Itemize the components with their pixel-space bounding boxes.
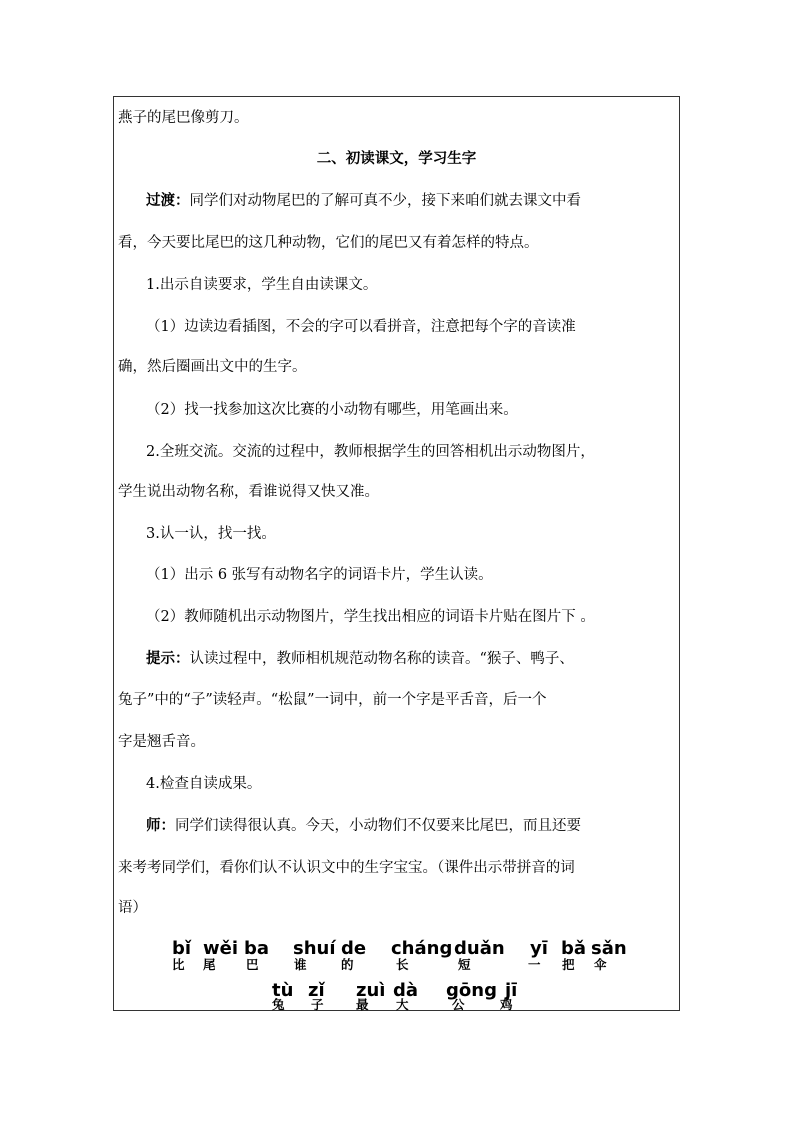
pinyin-word: bǎ xyxy=(561,938,587,959)
pinyin-word: tù xyxy=(272,980,294,1001)
text-line: 确，然后圈画出文中的生字。 xyxy=(118,359,307,375)
text-line: 来考考同学们，看你们认不认识文中的生字宝宝。（课件出示带拼音的词 xyxy=(118,860,575,876)
hanzi-char: 的 xyxy=(341,957,354,972)
text-line: 字是翘舌音。 xyxy=(118,734,205,750)
text-line: 语） xyxy=(118,900,147,916)
text-line: 1.出示自读要求，学生自由读课文。 xyxy=(146,277,378,293)
pinyin-word: de xyxy=(341,938,367,959)
text-line: 看，今天要比尾巴的这几种动物，它们的尾巴又有着怎样的特点。 xyxy=(118,235,539,251)
pinyin-word: yī xyxy=(530,938,548,959)
text-span: 认读过程中，教师相机规范动物名称的读音。“猴子、鸭子、 xyxy=(189,651,574,667)
pinyin-word: zuì xyxy=(356,980,386,1001)
hanzi-char: 巴 xyxy=(246,957,259,972)
text-line: 4.检查自读成果。 xyxy=(146,776,262,792)
text-line: 3.认一认，找一找。 xyxy=(146,526,276,542)
text-line: （1）边读边看插图，不会的字可以看拼音，注意把每个字的音读准 xyxy=(146,319,576,335)
pinyin-word: zǐ xyxy=(308,980,325,1001)
paragraph-transition xyxy=(146,191,706,211)
hanzi-char: 把 xyxy=(562,957,575,972)
text-line: 2.全班交流。交流的过程中，教师根据学生的回答相机出示动物图片， xyxy=(146,444,595,460)
hanzi-char: 最 xyxy=(356,997,369,1012)
paragraph-tip xyxy=(146,649,706,669)
hanzi-char: 大 xyxy=(396,997,409,1012)
pinyin-word: ba xyxy=(244,938,270,959)
pinyin-word: cháng xyxy=(391,938,453,959)
text-span: 同学们对动物尾巴的了解可真不少，接下来咱们就去课文中看 xyxy=(189,193,581,209)
pinyin-word: sǎn xyxy=(591,938,627,959)
hanzi-char: 长 xyxy=(396,957,409,972)
hanzi-char: 谁 xyxy=(294,957,307,972)
section-heading: 二、初读课文，学习生字 xyxy=(316,150,477,167)
hanzi-char: 兔 xyxy=(272,997,285,1012)
pinyin-word: jī xyxy=(505,980,518,1001)
hanzi-char: 尾 xyxy=(203,957,216,972)
pinyin-word: bǐ xyxy=(172,938,192,959)
label-transition: 过渡： xyxy=(146,192,190,209)
hanzi-char: 伞 xyxy=(594,957,607,972)
text-line: 燕子的尾巴像剪刀。 xyxy=(118,110,249,126)
text-span: 同学们读得很认真。今天，小动物们不仅要来比尾巴，而且还要 xyxy=(175,818,581,834)
pinyin-word: duǎn xyxy=(454,938,505,959)
text-line: （1）出示 6 张写有动物名字的词语卡片，学生认读。 xyxy=(146,567,493,583)
hanzi-char: 鸡 xyxy=(500,997,513,1012)
pinyin-word: shuí xyxy=(293,938,336,959)
paragraph-teacher xyxy=(146,816,706,836)
hanzi-char: 比 xyxy=(172,957,185,972)
pinyin-word: gōng xyxy=(446,980,497,1001)
hanzi-char: 子 xyxy=(311,997,324,1012)
pinyin-word: wěi xyxy=(203,938,239,959)
label-tip: 提示： xyxy=(146,650,190,667)
hanzi-char: 公 xyxy=(452,997,465,1012)
hanzi-char: 短 xyxy=(458,957,471,972)
pinyin-word: dà xyxy=(393,980,419,1001)
text-line: （2）找一找参加这次比赛的小动物有哪些，用笔画出来。 xyxy=(146,402,518,418)
text-line: 兔子”中的“子”读轻声。“松鼠”一词中，前一个字是平舌音，后一个 xyxy=(118,692,547,708)
label-teacher: 师： xyxy=(146,817,175,834)
text-line: （2）教师随机出示动物图片，学生找出相应的词语卡片贴在图片下 。 xyxy=(146,609,595,625)
text-line: 学生说出动物名称，看谁说得又快又准。 xyxy=(118,484,379,500)
hanzi-char: 一 xyxy=(528,957,541,972)
